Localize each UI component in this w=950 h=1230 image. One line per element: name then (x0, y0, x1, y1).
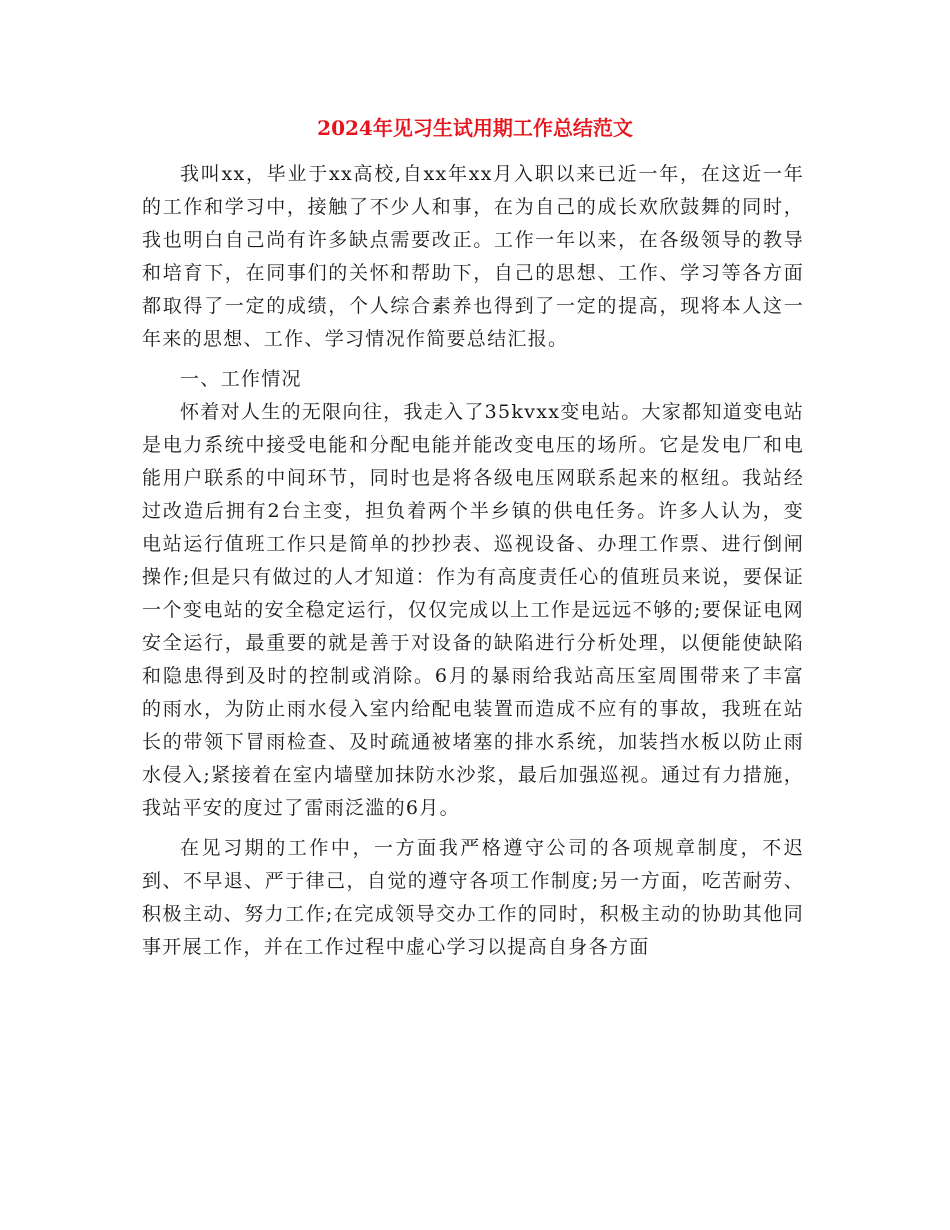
paragraph-substation: 怀着对人生的无限向往，我走入了35kvxx变电站。大家都知道变电站是电力系统中接受电能和分配电能并能改变电压的场所。它是发电厂和电能用户联系的中间环节，同时也是将各级电压网联系起来的枢纽。我站经过改造后拥有2台主变，担负着两个半乡镇的供电任务。许多人认为，变电站运行值班工作只是简单的抄抄表、巡视设备、办理工作票、进行倒闸操作;但是只有做过的人才知道：作为有高度责任心的值班员来说，要保证一个变电站的安全稳定运行，仅仅完成以上工作是远远不够的;要保证电网安全运行，最重要的就是善于对设备的缺陷进行分析处理，以便能使缺陷和隐患得到及时的控制或消除。6月的暴雨给我站高压室周围带来了丰富的雨水，为防止雨水侵入室内给配电装置而造成不应有的事故，我班在站长的带领下冒雨检查、及时疏通被堵塞的排水系统，加装挡水板以防止雨水侵入;紧接着在室内墙壁加抹防水沙浆，最后加强巡视。通过有力措施，我站平安的度过了雷雨泛滥的6月。 (142, 401, 804, 819)
paragraph-intro: 我叫xx，毕业于xx高校,自xx年xx月入职以来已近一年，在这近一年的工作和学习中，接触了不少人和事，在为自己的成长欢欣鼓舞的同时，我也明白自己尚有许多缺点需要改正。工作一年以来，在各级领导的教导和培育下，在同事们的关怀和帮助下，自己的思想、工作、学习等各方面都取得了一定的成绩，个人综合素养也得到了一定的提高，现将本人这一年来的思想、工作、学习情况作简要总结汇报。 (142, 163, 804, 350)
section-heading-work: 一、工作情况 (180, 368, 302, 390)
document-title: 2024年见习生试用期工作总结范文 (317, 116, 633, 140)
paragraph-probation: 在见习期的工作中，一方面我严格遵守公司的各项规章制度，不迟到、不早退、严于律己，自觉的遵守各项工作制度;另一方面，吃苦耐劳、积极主动、努力工作;在完成领导交办工作的同时，积极主动的协助其他同事开展工作，并在工作过程中虚心学习以提高自身各方面 (142, 837, 804, 958)
document-body (142, 158, 804, 964)
